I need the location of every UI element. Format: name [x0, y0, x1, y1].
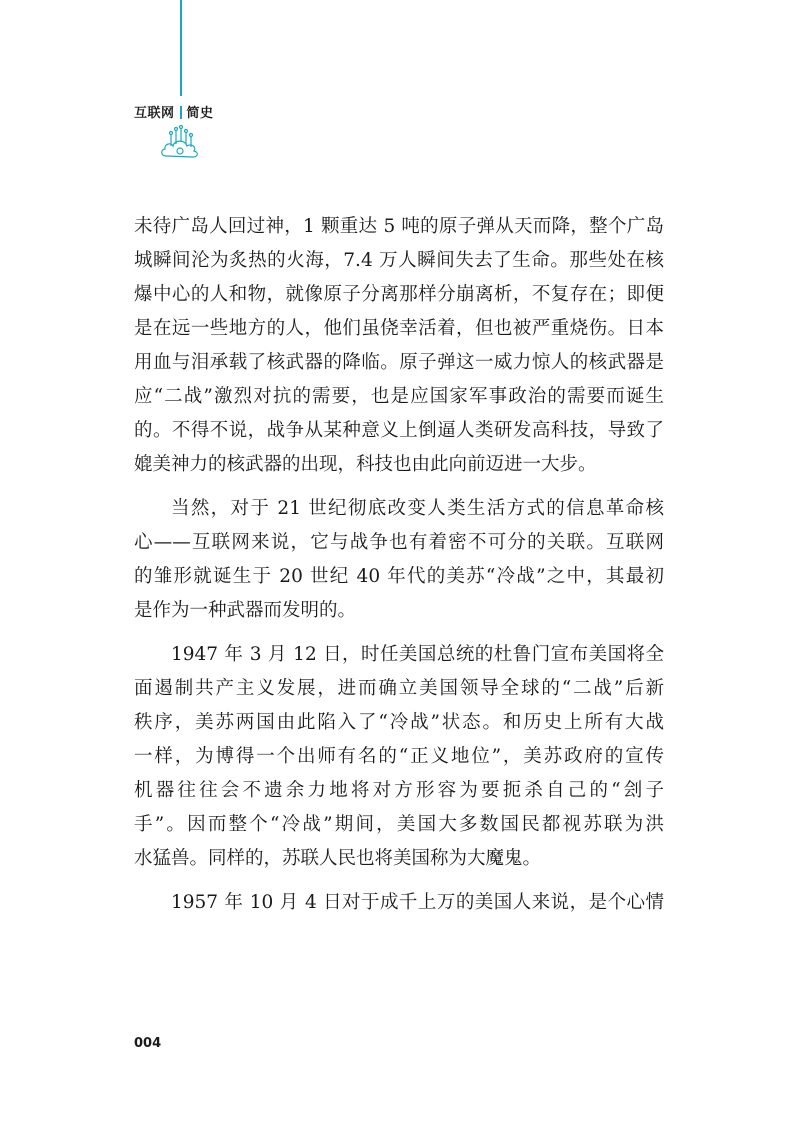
text-line: 水猛兽。同样的，苏联人民也将美国称为大魔鬼。 — [134, 848, 542, 869]
text-line: 未待广岛人回过神，1 颗重达 5 吨的原子弹从天而降，整个广岛 — [134, 216, 664, 237]
text-line: 城瞬间沦为炙热的火海，7.4 万人瞬间失去了生命。那些处在核 — [134, 250, 664, 271]
text-line: 应“二战”激烈对抗的需要，也是应国家军事政治的需要而诞生 — [134, 386, 664, 407]
paragraph — [134, 210, 664, 482]
text-line: 手”。因而整个“冷战”期间，美国大多数国民都视苏联为洪 — [134, 814, 664, 835]
header-separator — [180, 106, 182, 119]
paragraph — [134, 886, 664, 920]
text-line: 用血与泪承载了核武器的降临。原子弹这一威力惊人的核武器是 — [134, 352, 664, 373]
header-title-part2: 简史 — [186, 106, 214, 121]
text-line: 爆中心的人和物，就像原子分离那样分崩离析，不复存在；即便 — [134, 284, 664, 305]
text-line: 心——互联网来说，它与战争也有着密不可分的关联。互联网 — [134, 532, 664, 553]
text-line: 媲美神力的核武器的出现，科技也由此向前迈进一大步。 — [134, 454, 597, 475]
text-line: 秩序，美苏两国由此陷入了“冷战”状态。和历史上所有大战 — [134, 712, 664, 733]
text-line: 的。不得不说，战争从某种意义上倒逼人类研发高科技，导致了 — [134, 420, 664, 441]
body-text — [134, 210, 664, 920]
text-line: 机器往往会不遗余力地将对方形容为要扼杀自己的“刽子 — [134, 780, 664, 801]
running-header — [134, 102, 214, 121]
text-line: 1957 年 10 月 4 日对于成千上万的美国人来说，是个心情 — [171, 892, 664, 913]
decorative-accent-line — [180, 0, 182, 96]
text-line: 1947 年 3 月 12 日，时任美国总统的杜鲁门宣布美国将全 — [171, 644, 664, 665]
text-line: 一样，为博得一个出师有名的“正义地位”，美苏政府的宣传 — [134, 746, 664, 767]
text-line: 是在远一些地方的人，他们虽侥幸活着，但也被严重烧伤。日本 — [134, 318, 664, 339]
text-line: 面遏制共产主义发展，进而确立美国领导全球的“二战”后新 — [134, 678, 664, 699]
text-line: 的雏形就诞生于 20 世纪 40 年代的美苏“冷战”之中，其最初 — [134, 566, 664, 587]
text-line: 是作为一种武器而发明的。 — [134, 600, 357, 621]
network-cloud-logo-icon — [158, 124, 202, 164]
text-line: 当然，对于 21 世纪彻底改变人类生活方式的信息革命核 — [171, 498, 664, 519]
paragraph — [134, 638, 664, 876]
paragraph — [134, 492, 664, 628]
page-number: 004 — [134, 1036, 162, 1051]
header-title-part1: 互联网 — [134, 106, 175, 121]
